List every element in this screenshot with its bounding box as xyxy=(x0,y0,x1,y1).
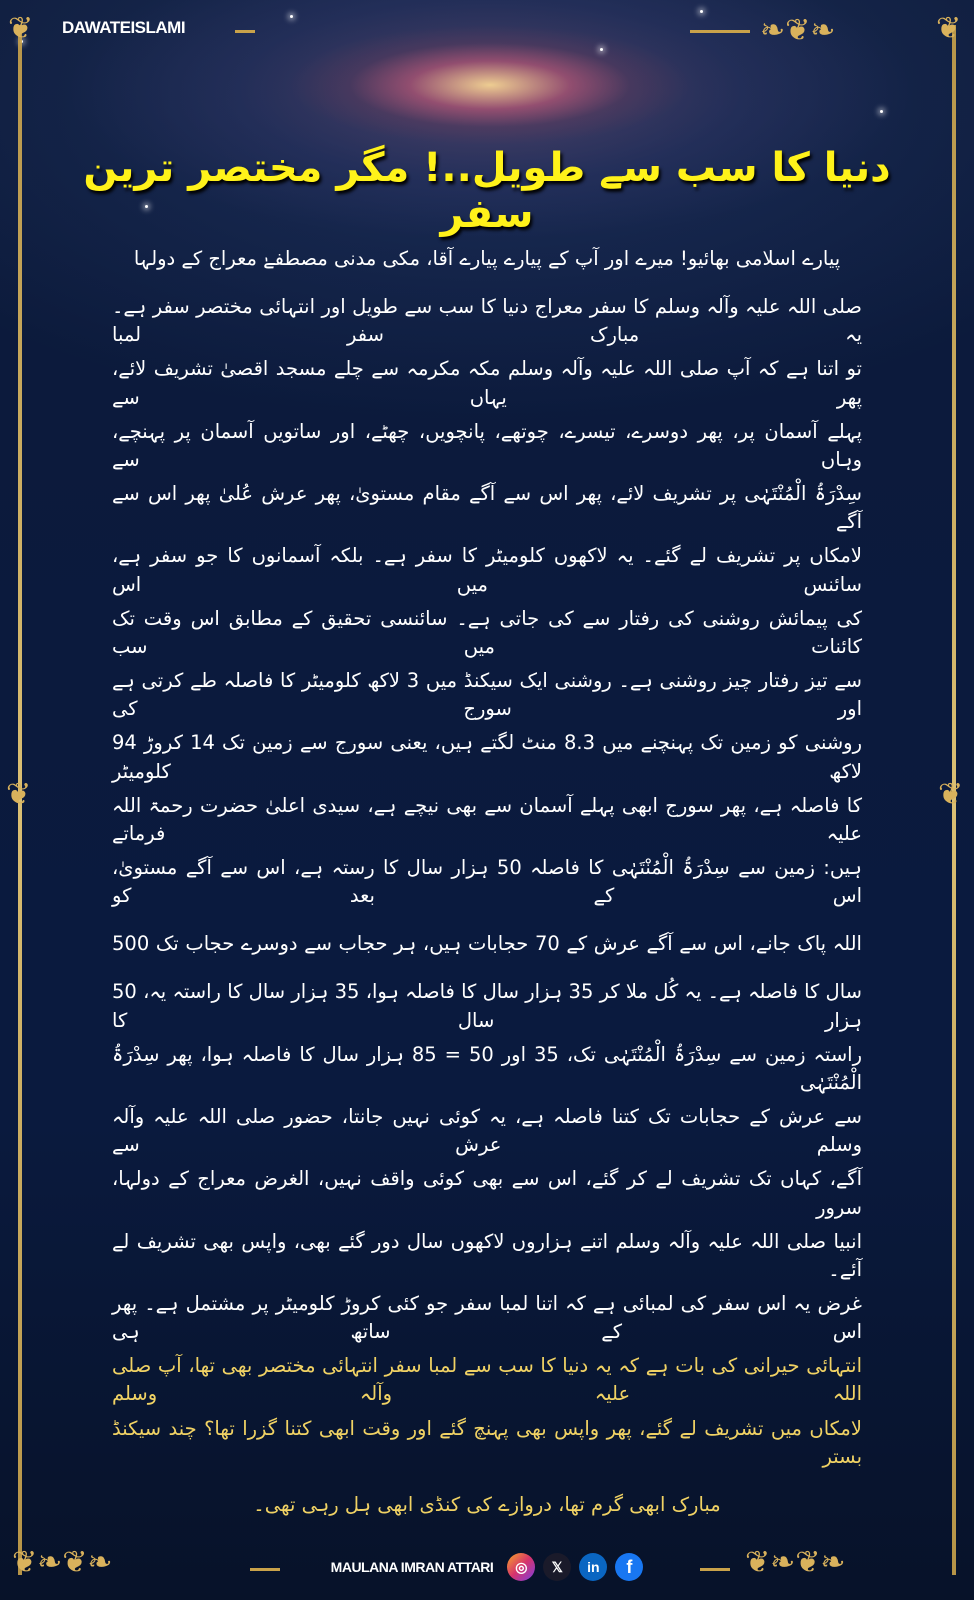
author-name: MAULANA IMRAN ATTARI xyxy=(330,1559,494,1575)
ornament-icon: ❦ xyxy=(8,11,34,46)
text-line xyxy=(112,228,862,290)
footer xyxy=(0,1553,974,1581)
instagram-icon[interactable]: ◎ xyxy=(507,1553,535,1581)
text-line xyxy=(112,290,862,352)
frame-top-left-border xyxy=(235,30,255,33)
text-line xyxy=(112,851,862,913)
text-line xyxy=(112,1100,862,1162)
text-line-content: پہلے آسمان پر، پھر دوسرے، تیسرے، چوتھے، پانچویں، چھٹے، اور ساتویں آسمان پر پہنچے، وہاں سے xyxy=(112,419,862,472)
text-line xyxy=(112,602,862,664)
text-line-content: کا فاصلہ ہے، پھر سورج ابھی پہلے آسمان سے بھی نیچے ہے، سیدی اعلیٰ حضرت رحمۃ اللہ علیہ فرماتے xyxy=(112,793,862,845)
facebook-icon[interactable]: f xyxy=(615,1553,643,1581)
highlight-line xyxy=(112,1412,862,1474)
ornament-icon: ❦ xyxy=(6,777,32,812)
text-line xyxy=(112,1225,862,1287)
text-line-content: انبیا صلی اللہ علیہ وآلہ وسلم اتنے ہزاروں لاکھوں سال دور گئے بھی، واپس بھی تشریف لے آئے۔ xyxy=(112,1229,862,1281)
article-body xyxy=(112,228,862,1536)
text-line xyxy=(112,477,862,539)
highlight-line xyxy=(112,1474,862,1536)
text-line-content: پیارے اسلامی بھائیو! میرے اور آپ کے پیارے پیارے آقا، مکی مدنی مصطفےٰ معراج کے دولہا xyxy=(133,247,841,271)
star-decoration xyxy=(600,48,603,51)
text-line xyxy=(112,1038,862,1100)
text-line-content: سِدْرَۃُ الْمُنْتَہٰی پر تشریف لائے، پھر اس سے آگے مقام مستویٰ، پھر عرش عُلیٰ پھر اس سے آگے xyxy=(112,482,862,534)
highlight-line-content: مبارک ابھی گرم تھا، دروازے کی کنڈی ابھی ہل رہی تھی۔ xyxy=(253,1492,721,1516)
star-decoration xyxy=(700,10,703,13)
text-line xyxy=(112,913,862,975)
poster-title: دنیا کا سب سے طویل..! مگر مختصر ترین سفر xyxy=(83,145,891,237)
text-line-content: سے عرش کے حجابات تک کتنا فاصلہ ہے، یہ کوئی نہیں جانتا، حضور صلی اللہ علیہ وآلہ وسلم عرش سے xyxy=(112,1105,862,1157)
ornament-icon: ❦❧❦❧ xyxy=(12,1545,113,1580)
text-line-content: سے تیز رفتار چیز روشنی ہے۔ روشنی ایک سیکنڈ میں 3 لاکھ کلومیٹر کا فاصلہ طے کرتی ہے اور سورج کی xyxy=(112,668,862,721)
ornament-icon: ❧❦❧ xyxy=(760,13,836,48)
ornament-icon: ❦ xyxy=(936,11,962,46)
text-line-content: غرض یہ اس سفر کی لمبائی ہے کہ اتنا لمبا سفر جو کئی کروڑ کلومیٹر پر مشتمل ہے۔ پھر اس کے ساتھ ہی xyxy=(112,1291,862,1344)
text-line xyxy=(112,353,862,415)
text-line-content: راستہ زمین سے سِدْرَۃُ الْمُنْتَہٰی تک، 35 اور 50 = 85 ہزار سال کا فاصلہ ہوا، پھر سِدْرَۃُ الْمُنْتَہٰی xyxy=(112,1042,862,1094)
text-line-content: تو اتنا ہے کہ آپ صلی اللہ علیہ وآلہ وسلم مکہ مکرمہ سے چلے مسجد اقصیٰ تشریف لائے، پھر یہاں سے xyxy=(112,357,862,409)
text-line xyxy=(112,789,862,851)
dawateislami-logo: DAWATEISLAMI xyxy=(62,18,186,37)
text-line xyxy=(112,1162,862,1224)
text-line-content: صلی اللہ علیہ وآلہ وسلم کا سفر معراج دنیا کا سب سے طویل اور انتہائی مختصر سفر ہے۔ یہ مبارک سفر لمبا xyxy=(112,295,862,347)
text-line-content: لامکاں پر تشریف لے گئے۔ یہ لاکھوں کلومیٹر کا سفر ہے۔ بلکہ آسمانوں کا جو سفر ہے، سائنس میں اس xyxy=(112,544,862,596)
text-line xyxy=(112,726,862,788)
text-line xyxy=(112,539,862,601)
text-line xyxy=(112,664,862,726)
ornament-icon: ❦❧❦❧ xyxy=(745,1545,846,1580)
linkedin-icon[interactable]: in xyxy=(579,1553,607,1581)
text-line-content: ہیں: زمین سے سِدْرَۃُ الْمُنْتَہٰی کا فاصلہ 50 ہزار سال کا رستہ ہے، اس سے آگے مستویٰ، اس کے بعد کو xyxy=(112,855,862,908)
text-line xyxy=(112,415,862,477)
star-decoration xyxy=(290,15,293,18)
highlight-line-content: انتہائی حیرانی کی بات ہے کہ یہ دنیا کا سب سے لمبا سفر انتہائی مختصر بھی تھا، آپ صلی اللہ علیہ وآلہ وسلم xyxy=(112,1354,862,1406)
star-decoration xyxy=(880,110,883,113)
x-icon[interactable]: 𝕏 xyxy=(543,1553,571,1581)
text-line-content: روشنی کو زمین تک پہنچنے میں 8.3 منٹ لگتے ہیں، یعنی سورج سے زمین تک 14 کروڑ 94 لاکھ کلومیٹر xyxy=(112,731,863,783)
text-line-content: سال کا فاصلہ ہے۔ یہ کُل ملا کر 35 ہزار سال کا فاصلہ ہوا، 35 ہزار سال کا راستہ یہ، 50 ہزار سال کا xyxy=(112,980,862,1032)
highlight-line xyxy=(112,1349,862,1411)
ornament-icon: ❦ xyxy=(938,777,964,812)
text-line-content: کی پیمائش روشنی کی رفتار سے کی جاتی ہے۔ سائنسی تحقیق کے مطابق اس وقت تک کائنات میں سب xyxy=(112,606,862,658)
text-line-content: آگے، کہاں تک تشریف لے کر گئے، اس سے بھی کوئی واقف نہیں، الغرض معراج کے دولہا، سرور xyxy=(112,1167,862,1219)
text-line-content: اللہ پاک جانے، اس سے آگے عرش کے 70 حجابات ہیں، ہر حجاب سے دوسرے حجاب تک 500 xyxy=(112,932,862,956)
highlight-line-content: لامکاں میں تشریف لے گئے، پھر واپس بھی پہنچ گئے اور وقت ابھی کتنا گزرا تھا؟ چند سیکنڈ بستر xyxy=(112,1416,862,1468)
frame-top-right-border xyxy=(690,30,750,33)
text-line xyxy=(112,1287,862,1349)
text-line xyxy=(112,976,862,1038)
